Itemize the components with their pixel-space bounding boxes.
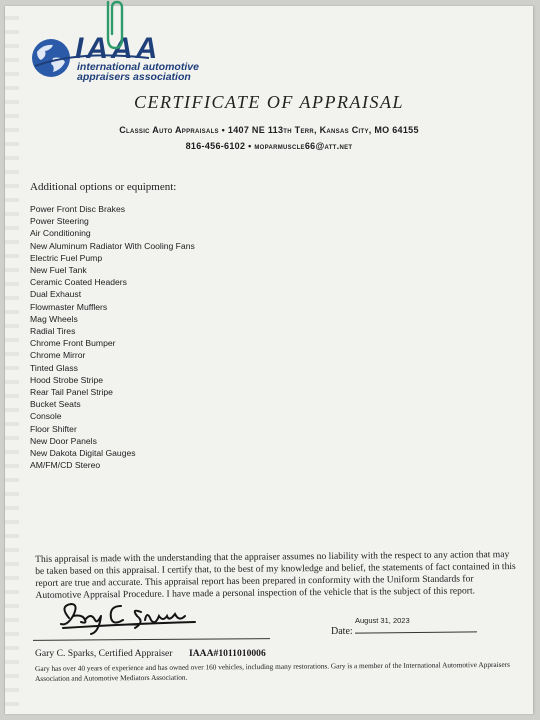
- list-item: Bucket Seats: [30, 399, 81, 410]
- list-item: Radial Tires: [30, 326, 76, 337]
- list-item: Mag Wheels: [30, 313, 78, 324]
- list-item: New Aluminum Radiator With Cooling Fans: [30, 240, 195, 251]
- signature-line: [33, 638, 270, 641]
- logo-line-2: appraisers association: [77, 71, 191, 83]
- list-item: Console: [30, 411, 62, 422]
- date-label: Date:: [331, 626, 353, 637]
- signature: [55, 598, 205, 638]
- certificate-title: CERTIFICATE OF APPRAISAL: [134, 92, 404, 112]
- list-item: Chrome Mirror: [30, 350, 86, 361]
- list-item: Electric Fuel Pump: [30, 252, 103, 263]
- appraiser-bio: Gary has over 40 years of experience and has owned over 160 vehicles, including many restorations. Gary is a member of the International Automotive Appraisers Association and Automotive Mediators Association.: [35, 659, 511, 683]
- list-item: Power Steering: [30, 216, 89, 227]
- list-item: Rear Tail Panel Stripe: [30, 387, 113, 398]
- paper-clip-icon: [102, 0, 128, 52]
- date-line: [355, 631, 477, 633]
- list-item: New Fuel Tank: [30, 265, 87, 276]
- certification-statement: This appraisal is made with the understanding that the appraiser assumes no liability with the respect to any action that may be taken based on this appraisal. I certify that, to the best of my knowledge and belief, the statements of fact contained in this report are true and accurate. This appraisal report has been prepared in conformity with the Uniform Standards for Automotive Appraisal Procedure. I have made a personal inspection of the vehicle that is the subject of this report.: [35, 549, 516, 601]
- appraiser-id: IAAA#1011010006: [189, 648, 266, 659]
- association-logo-text: [75, 32, 199, 83]
- list-item: New Dakota Digital Gauges: [30, 448, 136, 459]
- appraisal-date: August 31, 2023: [355, 616, 410, 625]
- list-item: Air Conditioning: [30, 228, 91, 239]
- list-item: Tinted Glass: [30, 362, 78, 373]
- logo-abbr: IAAA: [75, 32, 161, 65]
- appraiser-name: Gary C. Sparks, Certified Appraiser: [35, 648, 173, 659]
- list-item: Ceramic Coated Headers: [30, 277, 127, 288]
- list-item: Floor Shifter: [30, 423, 77, 434]
- logo-line-1: international automotive: [77, 61, 199, 73]
- certificate-page: [4, 6, 533, 714]
- list-item: Chrome Front Bumper: [30, 338, 116, 349]
- list-item: Power Front Disc Brakes: [30, 204, 126, 214]
- options-list: [30, 203, 195, 471]
- list-item: New Door Panels: [30, 435, 97, 446]
- list-item: Dual Exhaust: [30, 289, 82, 300]
- business-contact: 816-456-6102 • moparmuscle66@att.net: [185, 141, 353, 151]
- business-address: Classic Auto Appraisals • 1407 NE 113th Terr, Kansas City, MO 64155: [119, 125, 419, 135]
- list-item: AM/FM/CD Stereo: [30, 460, 101, 471]
- list-item: Hood Strobe Stripe: [30, 374, 104, 385]
- list-item: Flowmaster Mufflers: [30, 301, 108, 312]
- options-heading: Additional options or equipment:: [30, 181, 177, 193]
